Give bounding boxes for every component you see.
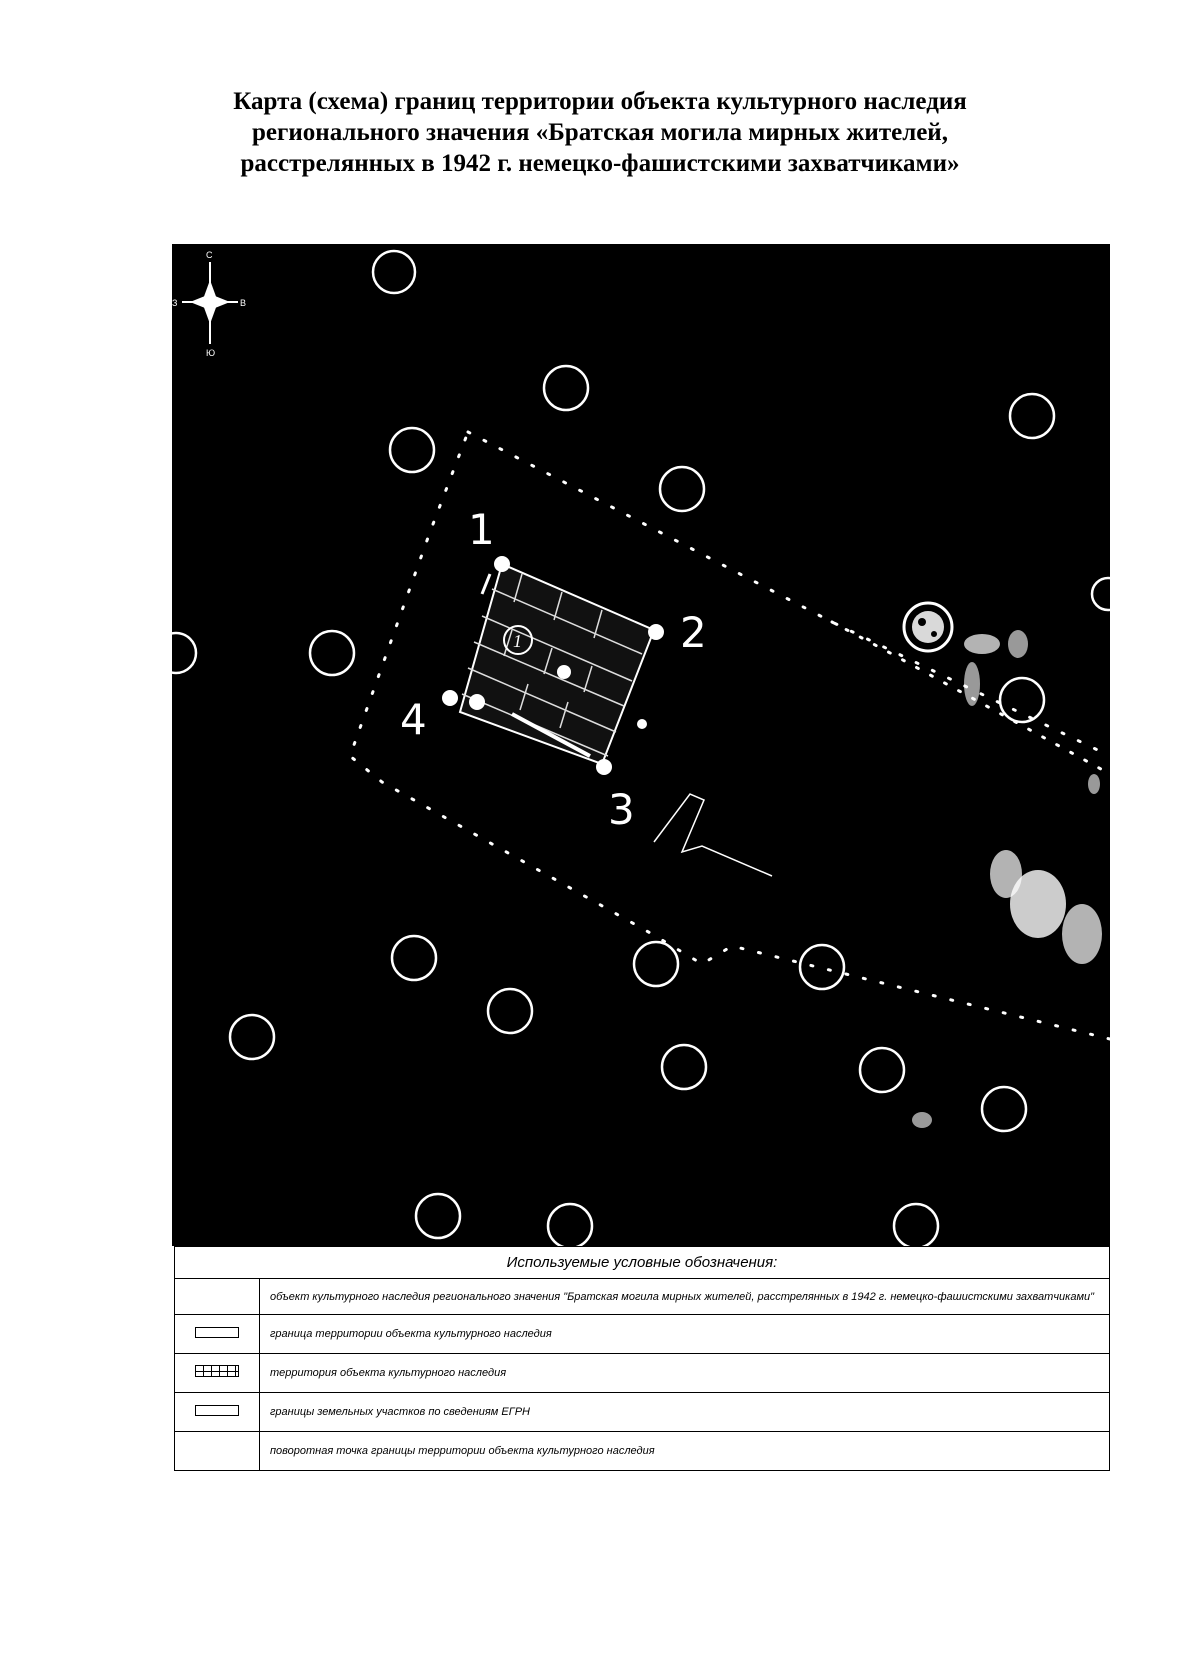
tree-circle (800, 945, 844, 989)
brick-hatch-icon (195, 1365, 239, 1377)
compass-north: С (206, 250, 213, 260)
point-label: 1 (468, 505, 495, 554)
parcel-line-icon (195, 1405, 239, 1416)
tree-circle (1000, 678, 1044, 722)
legend-row (175, 1354, 1110, 1393)
parcel-boundary-dotted (350, 432, 1110, 1039)
legend-row (175, 1279, 1110, 1315)
tree-circle (310, 631, 354, 675)
point-label: 4 (400, 695, 427, 744)
tree-circle (392, 936, 436, 980)
tree-circle (172, 633, 196, 673)
parcel-line (654, 794, 772, 876)
tree-circle (230, 1015, 274, 1059)
legend-symbol-turning-point (175, 1432, 260, 1471)
tree-circle (662, 1045, 706, 1089)
compass-west: З (172, 298, 178, 308)
turning-point-icon (596, 759, 612, 775)
title-line: регионального значения «Братская могила мирных жителей, (252, 119, 948, 146)
point-label: 2 (680, 608, 707, 657)
tree-circle (860, 1048, 904, 1092)
tree-circle (548, 1204, 592, 1246)
tree-canopy (904, 603, 952, 651)
tree-circle (1010, 394, 1054, 438)
turning-point-icon (442, 690, 458, 706)
title-line: Карта (схема) границ территории объекта культурного наследия (233, 88, 967, 115)
heritage-territory (460, 564, 654, 764)
legend-text: территория объекта культурного наследия (260, 1354, 1110, 1393)
title-line: расстрелянных в 1942 г. немецко-фашистскими захватчиками» (240, 150, 960, 177)
turning-point-icon (648, 624, 664, 640)
legend-table (174, 1246, 1110, 1471)
tree-circle (634, 942, 678, 986)
tree-circle (416, 1194, 460, 1238)
tree-circle (982, 1087, 1026, 1131)
compass-rose-icon (172, 250, 246, 358)
legend-symbol-object (175, 1279, 260, 1315)
compass-east: В (240, 298, 247, 308)
object-marker-label: 1 (513, 631, 522, 651)
document-title (150, 86, 1050, 179)
vegetation-noise (912, 630, 1102, 1128)
map-canvas (172, 244, 1110, 1246)
legend-row (175, 1393, 1110, 1432)
tree-circle (390, 428, 434, 472)
tree-symbols (172, 251, 1110, 1246)
boundary-line-icon (195, 1327, 239, 1338)
tree-circle (544, 366, 588, 410)
tree-circle (1092, 578, 1110, 610)
legend-text: объект культурного наследия регионального значения "Братская могила мирных жителей, расстрелянных в 1942 г. немецко-фашистскими захватчиками" (260, 1279, 1110, 1315)
map-area (172, 244, 1110, 1246)
legend-text: граница территории объекта культурного наследия (260, 1315, 1110, 1354)
tree-circle (660, 467, 704, 511)
tree-circle (894, 1204, 938, 1246)
turning-point-icon (494, 556, 510, 572)
tree-circle (373, 251, 415, 293)
point-label: 3 (608, 785, 635, 834)
compass-south: Ю (206, 348, 216, 358)
legend-text: поворотная точка границы территории объекта культурного наследия (260, 1432, 1110, 1471)
tree-circle (488, 989, 532, 1033)
legend-row (175, 1315, 1110, 1354)
legend-row (175, 1432, 1110, 1471)
legend-text: границы земельных участков по сведениям ЕГРН (260, 1393, 1110, 1432)
legend-title: Используемые условные обозначения: (175, 1247, 1110, 1279)
